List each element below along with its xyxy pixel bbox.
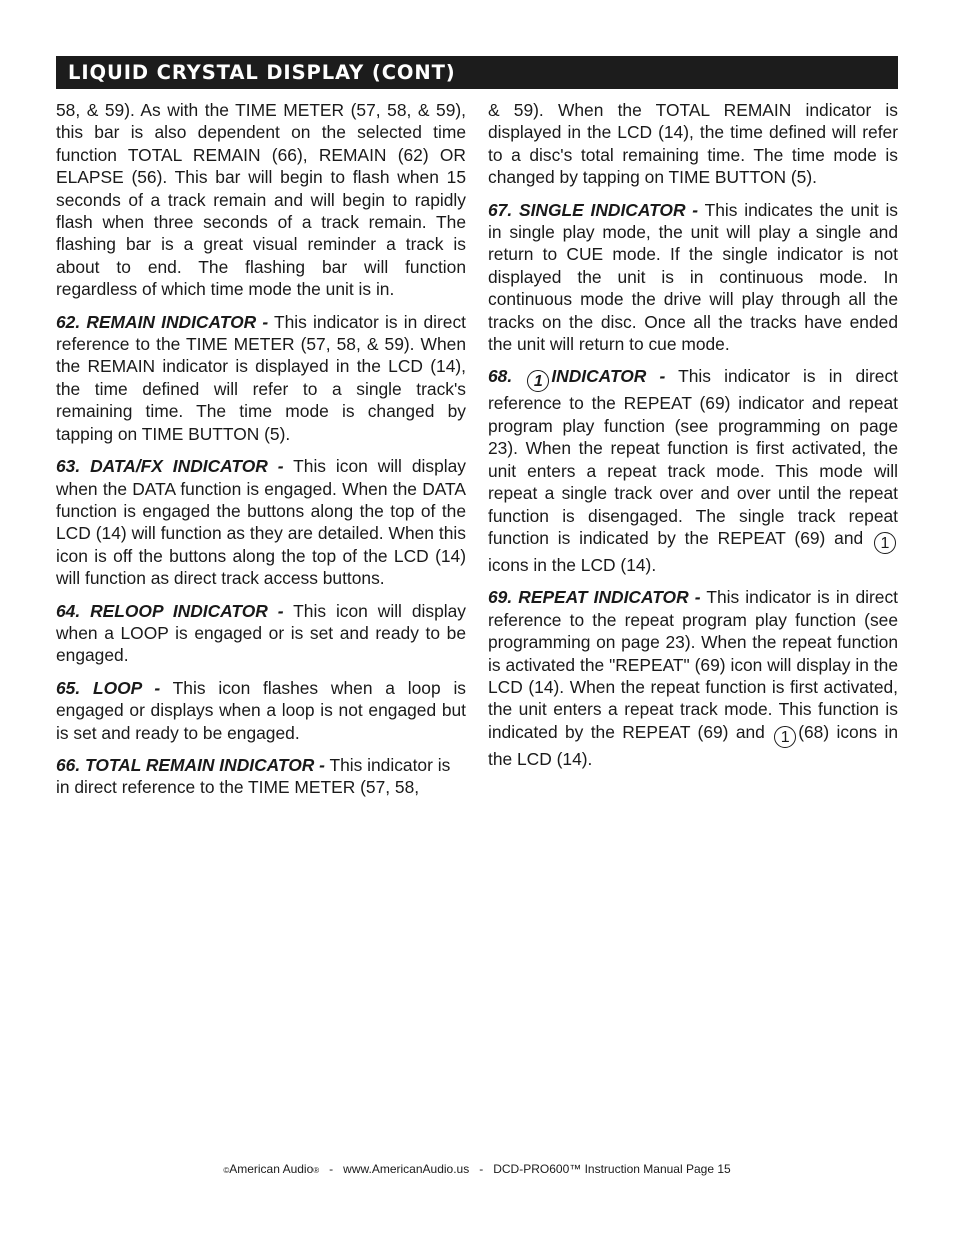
single-repeat-circle-icon-inline: 1 [874, 532, 896, 554]
section-title: LIQUID CRYSTAL DISPLAY (CONT) [68, 61, 456, 84]
item-body-69: This indicator is in direct reference to the repeat program play function (see programming on page 23). When the repeat function is activated the "REPEAT" (69) icon will display in the LCD (14). When the repeat function is first activated, the unit enters a repeat track mode. This function is indicated by the REPEAT (69) and [488, 587, 898, 742]
item-tail-68: icons in the LCD (14). [488, 554, 657, 575]
footer-brand: American Audio [229, 1162, 314, 1176]
copyright-symbol: © [223, 1166, 230, 1175]
paragraph-continued-right: & 59). When the TOTAL REMAIN indicator is displayed in the LCD (14), the time defined will refer to a disc's total remaining time. The time mode is changed by tapping on TIME BUTTON (5). [488, 100, 898, 188]
left-column [56, 99, 466, 809]
item-heading-68-number: 68. [488, 366, 513, 387]
paragraph-67 [488, 199, 898, 356]
item-heading-65: 65. LOOP - [56, 677, 161, 698]
page-footer [0, 1162, 954, 1176]
section-header-bar [56, 56, 898, 89]
item-body-67: This indicates the unit is in single play mode, the unit will play a single and return to CUE mode. If the single indicator is not displayed the unit is in continuous mode. In continuous mode the drive will play through all the tracks on the disc. Once all the tracks have ended the unit will return to cue mode. [488, 199, 898, 355]
paragraph-65 [56, 677, 466, 744]
item-body-66: This indicator is in direct reference to the TIME METER (57, 58, [56, 754, 451, 798]
item-heading-69: 69. REPEAT INDICATOR - [488, 587, 701, 608]
item-heading-62: 62. REMAIN INDICATOR - [56, 311, 269, 332]
item-body-68: This indicator is in direct reference to the REPEAT (69) indicator and repeat program play function (see programming on page 23). When the repeat function is first activated, the unit enters a repeat track mode. This mode will repeat a single track over and over until the repeat function is disengaged. The single track repeat function is indicated by the REPEAT (69) and [488, 366, 898, 548]
footer-text: - www.AmericanAudio.us - DCD-PRO600™ Instruction Manual Page 15 [319, 1162, 731, 1176]
item-body-63: This icon will display when the DATA function is engaged. When the DATA function is engaged the buttons along the top of the LCD (14) will function as they are detailed. When this icon is off the buttons along the top of the LCD (14) will function as direct track access buttons. [56, 456, 466, 589]
paragraph-62 [56, 311, 466, 445]
item-heading-66: 66. TOTAL REMAIN INDICATOR - [56, 754, 325, 775]
item-heading-68: INDICATOR - [551, 366, 666, 387]
paragraph-69 [488, 586, 898, 770]
item-body-64: This icon will display when a LOOP is engaged or is set and ready to be engaged. [56, 600, 466, 666]
item-heading-63: 63. DATA/FX INDICATOR - [56, 456, 284, 477]
item-tail-69: (68) icons in the LCD (14). [488, 721, 898, 769]
paragraph-63 [56, 455, 466, 589]
paragraph-68 [488, 365, 898, 576]
item-heading-64: 64. RELOOP INDICATOR - [56, 600, 284, 621]
item-body-62: This indicator is in direct reference to the TIME METER (57, 58, & 59). When the REMAIN indicator is displayed in the LCD (14), the time defined will refer to a single track's remaining time. The time mode is changed by tapping on TIME BUTTON (5). [56, 311, 466, 444]
single-repeat-circle-icon-inline-69: 1 [774, 726, 796, 748]
registered-symbol: ® [313, 1166, 320, 1175]
paragraph-64 [56, 600, 466, 667]
paragraph-continued: 58, & 59). As with the TIME METER (57, 58, & 59), this bar is also dependent on the selected time function TOTAL REMAIN (66), REMAIN (62) OR ELAPSE (56). This bar will begin to flash when 15 seconds of a track remain and will begin to rapidly flash when three seconds of a track remain. The flashing bar is a great visual reminder a track is about to end. The flashing bar will function regardless of which time mode the unit is in. [56, 100, 466, 300]
paragraph-66 [56, 754, 466, 799]
right-column [488, 99, 898, 780]
item-body-65: This icon flashes when a loop is engaged or displays when a loop is not engaged but is set and ready to be engaged. [56, 677, 466, 743]
item-heading-67: 67. SINGLE INDICATOR - [488, 199, 699, 220]
single-repeat-circle-icon: 1 [527, 370, 549, 392]
